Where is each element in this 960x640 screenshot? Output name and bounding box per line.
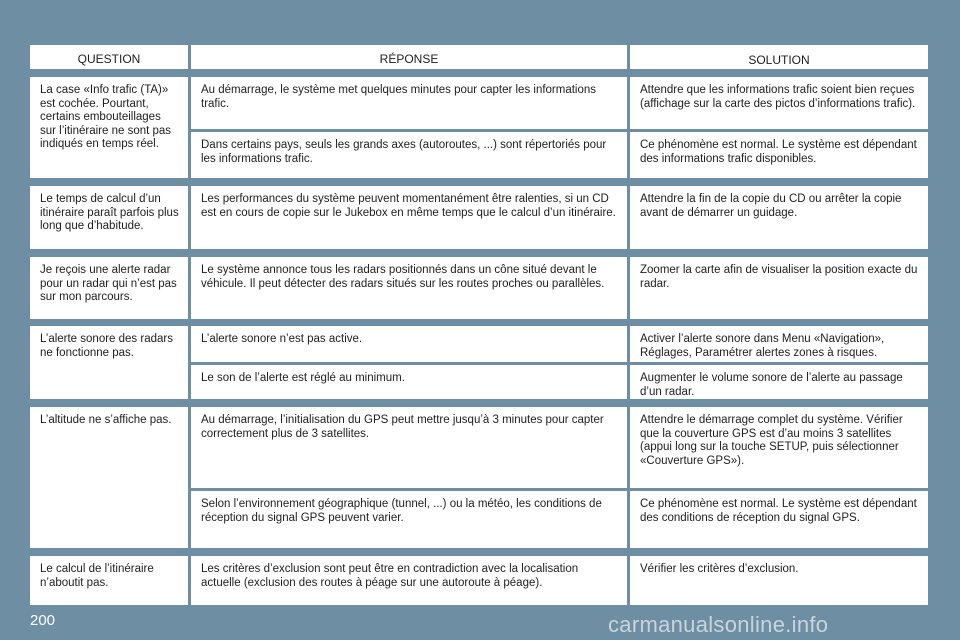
response-cell: Le son de l’alerte est réglé au minimum. (191, 365, 627, 399)
solution-cell: Attendre que les informations trafic soient bien reçues (affichage sur la carte des pictos d’informations trafic). (630, 77, 928, 129)
solution-cell: Activer l’alerte sonore dans Menu «Navigation», Réglages, Paramétrer alertes zones à risques. (630, 326, 928, 362)
solution-cell: Ce phénomène est normal. Le système est dépendant des informations trafic disponibles. (630, 132, 928, 178)
solution-cell: Attendre la fin de la copie du CD ou arrêter la copie avant de démarrer un guidage. (630, 186, 928, 249)
response-cell: Selon l’environnement géographique (tunnel, ...) ou la météo, les conditions de réception du signal GPS peuvent varier. (191, 491, 627, 548)
solution-cell: Zoomer la carte afin de visualiser la position exacte du radar. (630, 257, 928, 319)
response-cell: Les critères d’exclusion sont peut être en contradiction avec la localisation actuelle (exclusion des routes à péage sur une autoroute à péage). (191, 556, 627, 605)
solution-cell: Augmenter le volume sonore de l’alerte au passage d’un radar. (630, 365, 928, 399)
watermark: carmanualsonline.info (608, 612, 829, 637)
question-cell: L’altitude ne s’affiche pas. (30, 407, 188, 548)
response-cell: Le système annonce tous les radars positionnés dans un cône situé devant le véhicule. Il peut détecter des radars situés sur les routes proches ou parallèles. (191, 257, 627, 319)
response-cell: Au démarrage, l’initialisation du GPS peut mettre jusqu’à 3 minutes pour capter correctement plus de 3 satellites. (191, 407, 627, 488)
question-cell: Le calcul de l’itinéraire n’aboutit pas. (30, 556, 188, 605)
question-cell: La case «Info trafic (TA)» est cochée. Pourtant, certains embouteillages sur l’itinéraire ne sont pas indiqués en temps réel. (30, 77, 188, 178)
question-cell: Je reçois une alerte radar pour un radar qui n’est pas sur mon parcours. (30, 257, 188, 319)
question-cell: Le temps de calcul d’un itinéraire paraît parfois plus long que d’habitude. (30, 186, 188, 249)
header-solution: SOLUTION (630, 45, 928, 69)
header-response: RÉPONSE (191, 45, 627, 69)
solution-cell: Attendre le démarrage complet du système. Vérifier que la couverture GPS est d’au moins 3 satellites (appui long sur la touche SETUP, puis sélectionner «Couverture GPS»). (630, 407, 928, 488)
solution-cell: Vérifier les critères d’exclusion. (630, 556, 928, 605)
response-cell: Au démarrage, le système met quelques minutes pour capter les informations trafic. (191, 77, 627, 129)
response-cell: Les performances du système peuvent momentanément être ralenties, si un CD est en cours de copie sur le Jukebox en même temps que le calcul d’un itinéraire. (191, 186, 627, 249)
header-question: QUESTION (30, 45, 188, 69)
solution-cell: Ce phénomène est normal. Le système est dépendant des conditions de réception du signal GPS. (630, 491, 928, 548)
response-cell: Dans certains pays, seuls les grands axes (autoroutes, ...) sont répertoriés pour les informations trafic. (191, 132, 627, 178)
response-cell: L’alerte sonore n’est pas active. (191, 326, 627, 362)
question-cell: L’alerte sonore des radars ne fonctionne pas. (30, 326, 188, 399)
page-number: 200 (30, 612, 56, 629)
